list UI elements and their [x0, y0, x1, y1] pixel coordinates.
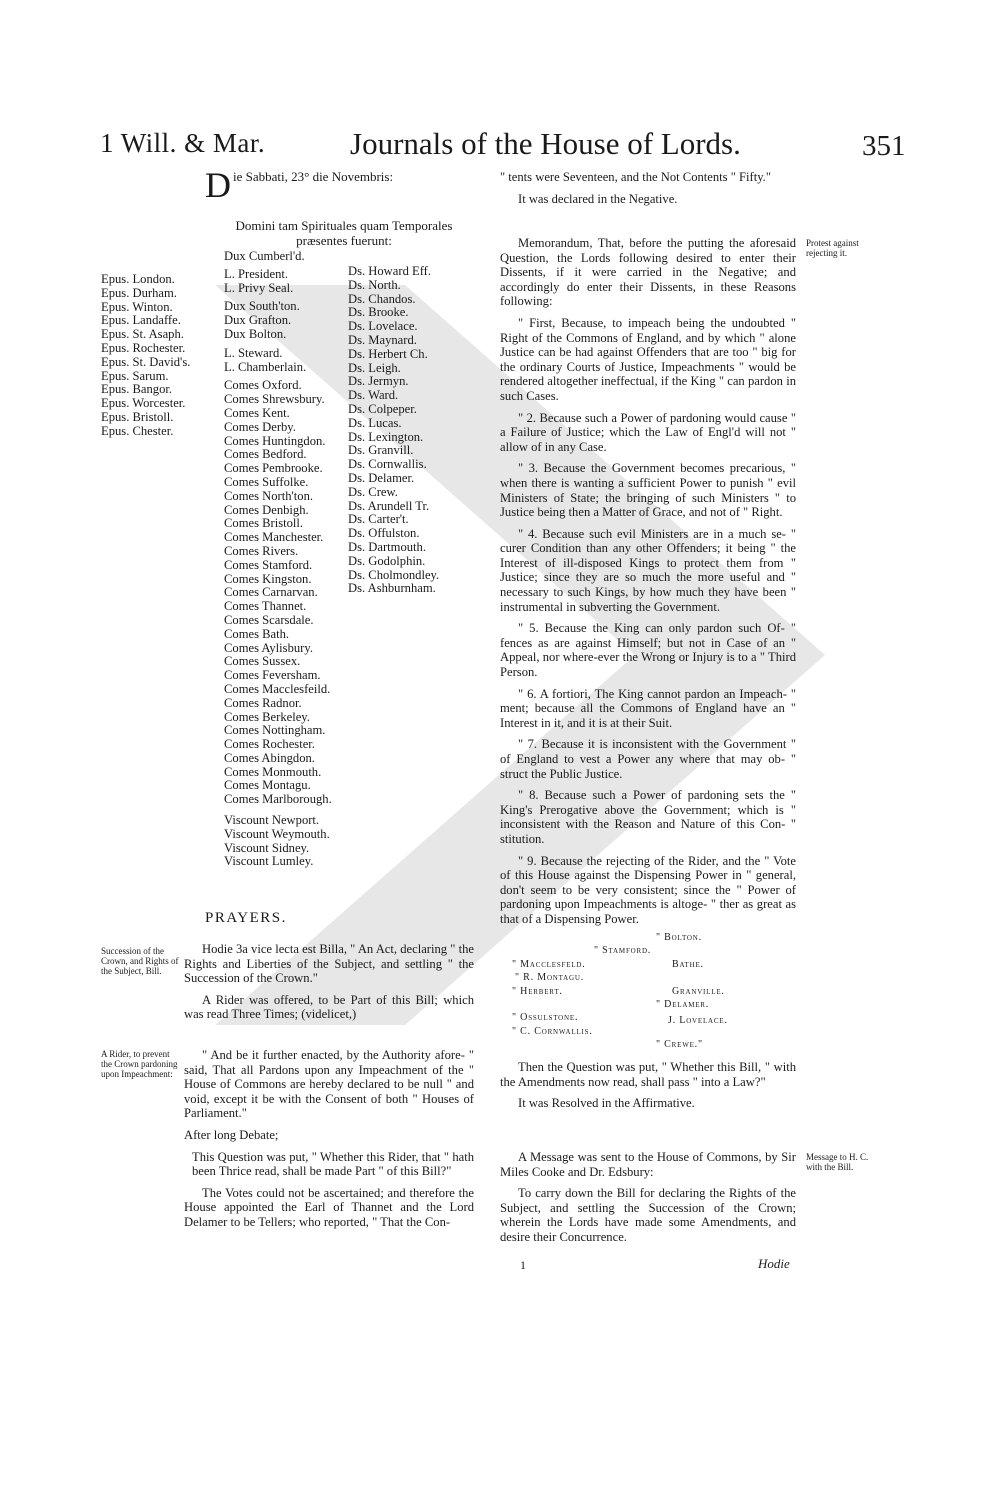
peer-entry: L. Steward.: [224, 345, 283, 360]
peer-entry: Viscount Lumley.: [224, 854, 314, 869]
peers-list: [224, 250, 349, 869]
negative-text: It was declared in the Negative.: [518, 191, 678, 206]
peer-entry: Comes Radnor.: [224, 695, 302, 710]
baron-entry: Ds. Arundell Tr.: [348, 498, 430, 513]
peer-entry: Comes Montagu.: [224, 778, 311, 793]
bishop-entry: Epus. Bristoll.: [101, 409, 174, 424]
reason-5: " 5. Because the King can only pardon such Of- " fences as are against Himself; but not in Case of an " Appeal, nor where-ever the Wrong or Injury is to a " Third Person.: [500, 621, 796, 680]
peer-entry: L. Chamberlain.: [224, 359, 307, 374]
bishop-entry: Epus. Bangor.: [101, 382, 173, 397]
signature-mark: 1: [520, 1258, 526, 1272]
bishop-entry: Epus. London.: [101, 272, 175, 286]
peer-entry: Dux Bolton.: [224, 326, 287, 341]
message-text: A Message was sent to the House of Commons, by Sir Miles Cooke and Dr. Edsbury:: [500, 1150, 796, 1179]
baron-entry: Ds. Chandos.: [348, 291, 416, 306]
peer-entry: L. Privy Seal.: [224, 280, 294, 295]
prayers-heading: PRAYERS.: [205, 910, 287, 926]
peer-entry: Comes Nottingham.: [224, 723, 326, 738]
bishop-entry: Epus. Rochester.: [101, 340, 186, 355]
tellers-paragraph: [500, 170, 796, 213]
signature-lovelace: J. Lovelace.: [668, 1015, 728, 1026]
peer-entry: Comes Thannet.: [224, 599, 307, 614]
votes-text: The Votes could not be ascertained; and therefore the House appointed the Earl of Thannet and the Lord Delamer to be Tellers; who reported, " That the Con-: [184, 1185, 474, 1229]
signature-crewe: " Crewe.": [656, 1039, 703, 1050]
baron-entry: Ds. Jermyn.: [348, 374, 409, 389]
peer-entry: Comes Kingston.: [224, 571, 312, 586]
peer-entry: Dux Grafton.: [224, 313, 292, 328]
page-number: 351: [862, 130, 906, 162]
reason-6: " 6. A fortiori, The King cannot pardon an Impeach- " ment; because all the Commons of England have an " Interest in it, and it is at their Suit.: [500, 686, 796, 730]
baron-entry: Ds. Granvill.: [348, 443, 414, 458]
baron-entry: Ds. Dartmouth.: [348, 539, 427, 554]
barons-list: [348, 265, 478, 596]
baron-entry: Ds. Godolphin.: [348, 553, 426, 568]
peer-entry: Comes Denbigh.: [224, 502, 309, 517]
peer-entry: Viscount Weymouth.: [224, 826, 330, 841]
bishop-entry: Epus. Winton.: [101, 299, 173, 314]
margin-note-protest: Protest against rejecting it.: [806, 238, 859, 258]
peer-entry: Comes Rivers.: [224, 543, 299, 558]
peer-entry: Dux South'ton.: [224, 299, 300, 314]
peer-entry: Comes Oxford.: [224, 378, 302, 393]
peer-entry: Comes Feversham.: [224, 668, 321, 683]
peer-entry: Comes Marlborough.: [224, 792, 332, 807]
peer-entry: Dux Cumberl'd.: [224, 249, 305, 263]
bill-reading-paragraph: [184, 942, 474, 1029]
baron-entry: Ds. Colpeper.: [348, 401, 417, 416]
reason-9: " 9. Because the rejecting of the Rider, and the " Vote of this House against the Dispensing Power in " general, don't seem to be very consistent; since the " Power of pardoning upon Impeachments is altoge- " ther as great as that of a Dispensing Power.: [500, 853, 796, 926]
peer-entry: Comes Bedford.: [224, 447, 307, 462]
signature-cornwallis: " C. Cornwallis.: [512, 1026, 593, 1037]
peer-entry: Comes Manchester.: [224, 530, 324, 545]
peer-entry: Comes Kent.: [224, 405, 290, 420]
peer-entry: Comes Bristoll.: [224, 516, 304, 531]
journal-title-text: Journals of the House of Lords.: [350, 126, 741, 161]
peer-entry: Comes Huntingdon.: [224, 433, 326, 448]
memorandum-text: Memorandum, That, before the putting the aforesaid Question, the Lords following desired to enter their Dissents, if it were carried in the Negative; and accordingly do enter their Dissents, in these Reasons following:: [500, 236, 796, 309]
peer-entry: Comes Macclesfeild.: [224, 681, 331, 696]
reason-4: " 4. Because such evil Ministers are in a much se- " curer Condition than any other Offenders; it being " the Interest of ill-disposed Kings to protect them from " Justice; since they are so much the more useful and " necessary to such Kings, by how much they have been " instrumental in subverting the Government.: [500, 526, 796, 614]
question-text: This Question was put, " Whether this Rider, that " hath been Thrice read, shall be made Part " of this Bill?": [192, 1149, 474, 1179]
reason-7: " 7. Because it is inconsistent with the Government " of England to vest a Power any where that may ob- " struct the Public Justice.: [500, 737, 796, 781]
baron-entry: Ds. Howard Eff.: [348, 264, 432, 278]
carry-text: To carry down the Bill for declaring the Rights of the Subject, and settling the Succession of the Crown; wherein the Lords have made some Amendments, and desire their Concurrence.: [500, 1186, 796, 1244]
peer-entry: Viscount Sidney.: [224, 840, 310, 855]
journal-title: [350, 126, 741, 162]
peer-entry: Comes Berkeley.: [224, 709, 310, 724]
peer-entry: Comes Derby.: [224, 419, 296, 434]
baron-entry: Ds. Maynard.: [348, 332, 417, 347]
date-line: [205, 165, 475, 205]
baron-entry: Ds. Crew.: [348, 484, 398, 499]
then-question-text: Then the Question was put, " Whether this Bill, " with the Amendments now read, shall pass " into a Law?": [500, 1060, 796, 1089]
signature-granville: Granville.: [672, 986, 725, 997]
peer-entry: L. President.: [224, 266, 289, 281]
baron-entry: Ds. Offulston.: [348, 526, 420, 541]
peer-entry: Comes Rochester.: [224, 737, 315, 752]
dropcap: D: [205, 165, 231, 205]
bishop-entry: Epus. Chester.: [101, 423, 174, 438]
peer-entry: Comes Suffolke.: [224, 474, 309, 489]
reason-1: " First, Because, to impeach being the undoubted " Right of the Commons of England, and by which " alone Justice can be had against Offenders that are too " big for the ordinary Courts of Justice, Impeachments " would be rendered altogether ineffectual, if the King " can pardon in such Cases.: [500, 315, 796, 403]
bishop-entry: Epus. St. Asaph.: [101, 327, 184, 342]
peer-entry: Comes Shrewsbury.: [224, 392, 325, 407]
margin-note-succession: Succession of the Crown, and Rights of the Subject, Bill.: [101, 946, 179, 976]
bishop-entry: Epus. Durham.: [101, 285, 177, 300]
catchword: Hodie: [758, 1256, 790, 1271]
signature-montagu: " R. Montagu.: [515, 972, 585, 983]
peer-entry: Comes Abingdon.: [224, 750, 315, 765]
bishop-entry: Epus. Landaffe.: [101, 313, 181, 328]
margin-note-message: Message to H. C. with the Bill.: [806, 1152, 869, 1172]
reason-8: " 8. Because such a Power of pardoning sets the " King's Prerogative above the Government; which is " inconsistent with the Reason and Nature of this Con- " stitution.: [500, 788, 796, 846]
bishops-list: [101, 273, 211, 439]
present-heading: Domini tam Spirituales quam Temporales præsentes fuerunt:: [235, 218, 453, 248]
bishop-entry: Epus. Worcester.: [101, 396, 186, 411]
bill-text: Hodie 3a vice lecta est Billa, " An Act, declaring " the Rights and Liberties of the Subject, and settling " the Succession of the Crown.": [184, 942, 474, 986]
baron-entry: Ds. Ashburnham.: [348, 581, 436, 596]
peer-entry: Comes Bath.: [224, 626, 290, 641]
baron-entry: Ds. Delamer.: [348, 470, 415, 485]
rider-clause: [184, 1048, 474, 1237]
baron-entry: Ds. Cholmondley.: [348, 567, 440, 582]
peer-entry: Comes North'ton.: [224, 488, 314, 503]
baron-entry: Ds. Herbert Ch.: [348, 346, 428, 361]
signature-ossulstone: " Ossulstone.: [512, 1012, 579, 1023]
peer-entry: Comes Stamford.: [224, 557, 313, 572]
baron-entry: Ds. Carter't.: [348, 512, 409, 527]
reason-2: " 2. Because such a Power of pardoning would cause " a Failure of Justice; which the Law of Engl'd will not " allow of in any Case.: [500, 410, 796, 454]
baron-entry: Ds. Lexington.: [348, 429, 424, 444]
signature-stamford: " Stamford.: [594, 945, 652, 956]
peer-entry: Viscount Newport.: [224, 813, 320, 828]
signature-bathe: Bathe.: [672, 959, 704, 970]
baron-entry: Ds. Lucas.: [348, 415, 402, 430]
baron-entry: Ds. Brooke.: [348, 305, 409, 320]
baron-entry: Ds. North.: [348, 277, 401, 292]
date-text: ie Sabbati, 23° die Novembris:: [233, 169, 394, 184]
peer-entry: Comes Aylisbury.: [224, 640, 313, 655]
baron-entry: Ds. Lovelace.: [348, 319, 418, 334]
signature-macclesfeld: " Macclesfeld.: [512, 959, 586, 970]
resolved-text: It was Resolved in the Affirmative.: [518, 1096, 695, 1111]
rider-text: A Rider was offered, to be Part of this Bill; which was read Three Times; (videlicet,): [184, 992, 474, 1022]
tellers-text: " tents were Seventeen, and the Not Contents " Fifty.": [500, 170, 771, 184]
peer-entry: Comes Pembrooke.: [224, 461, 323, 476]
peer-entry: Comes Scarsdale.: [224, 612, 314, 627]
baron-entry: Ds. Cornwallis.: [348, 457, 427, 472]
enact-text: " And be it further enacted, by the Authority afore- " said, That all Pardons upon any Impeachment of the " House of Commons are hereby declared to be null " and void, except it be with the Consent of both " Houses of Parliament.": [184, 1048, 474, 1121]
baron-entry: Ds. Leigh.: [348, 360, 401, 375]
bishop-entry: Epus. St. David's.: [101, 354, 191, 369]
regnal-year: 1 Will. & Mar.: [100, 128, 266, 158]
peer-entry: Comes Carnarvan.: [224, 585, 318, 600]
margin-note-rider: A Rider, to prevent the Crown pardoning upon Impeachment:: [101, 1049, 178, 1079]
message-paragraph: [500, 1150, 796, 1252]
debate-text: After long Debate;: [184, 1127, 279, 1142]
signature-herbert: " Herbert.: [512, 986, 563, 997]
final-question: [500, 1060, 796, 1118]
peer-entry: Comes Sussex.: [224, 654, 301, 669]
signature-bolton: " Bolton.: [656, 932, 702, 943]
bishop-entry: Epus. Sarum.: [101, 368, 169, 383]
reason-3: " 3. Because the Government becomes precarious, " when there is wanting a sufficient Power to punish " evil Ministers of State; the bringing of such Ministers " to Justice being then a Matter of Grace, and not of " Right.: [500, 461, 796, 520]
baron-entry: Ds. Ward.: [348, 388, 399, 403]
protest-body: [500, 236, 796, 934]
signature-delamer: " Delamer.: [656, 999, 710, 1010]
peer-entry: Comes Monmouth.: [224, 764, 322, 779]
